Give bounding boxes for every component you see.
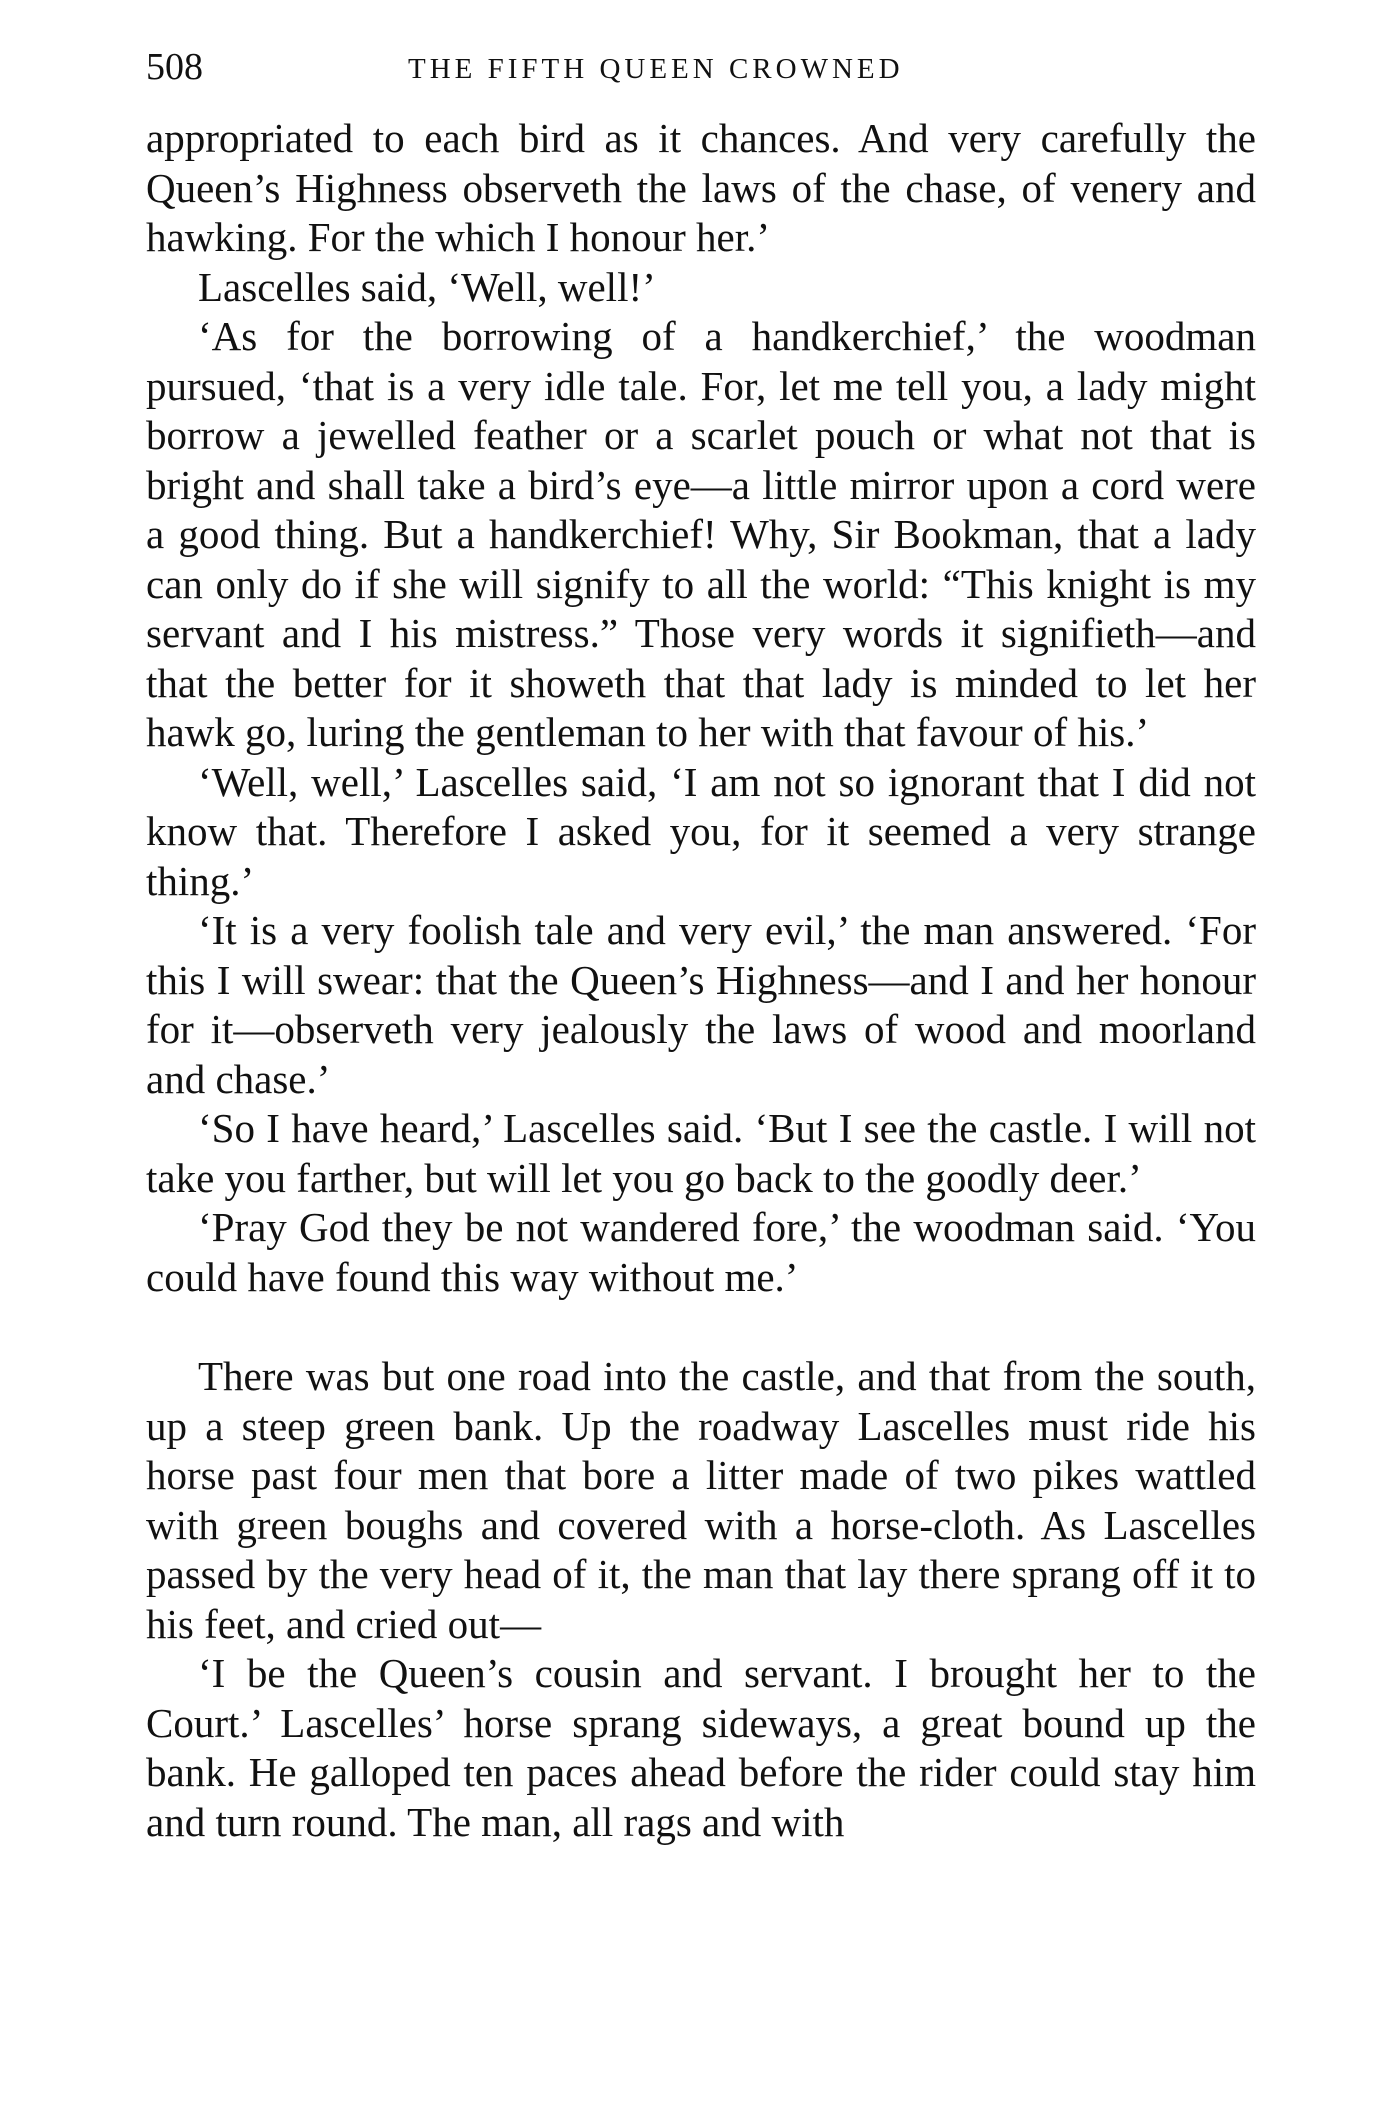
paragraph: Lascelles said, ‘Well, well!’ [198,263,656,310]
paragraph: ‘It is a very foolish tale and very evil,’ the man answered. ‘For this I will swear: that the Queen’s Highness—and I and her honour for it—observeth very jealously the laws of wood and moorland and chase.’ [146,907,1256,1102]
page-header [146,42,1246,92]
paragraph: ‘As for the borrowing of a handkerchief,’ the woodman pursued, ‘that is a very idle tale. For, let me tell you, a lady might borrow a jewelled feather or a scarlet pouch or what not that is bright and shall take a bird’s eye—a little mirror upon a cord were a good thing. But a handkerchief! Why, Sir Bookman, that a lady can only do if she will signify to all the world: “This knight is my servant and I his mistress.” Those very words it signifieth—and that the better for it showeth that that lady is minded to let her hawk go, luring the gentleman to her with that favour of his.’ [146,313,1256,755]
paragraph-continuation: appropriated to each bird as it chances. And very carefully the Queen’s Highness observeth the laws of the chase, of venery and hawking. For the which I honour her.’ [146,115,1256,260]
section-break [146,1302,1256,1352]
paragraph: ‘I be the Queen’s cousin and servant. I brought her to the Court.’ Lascelles’ horse sprang sideways, a great bound up the bank. He galloped ten paces ahead before the rider could stay him and turn round. The man, all rags and with [146,1650,1256,1845]
running-title: THE FIFTH QUEEN CROWNED [408,53,904,85]
page-number: 508 [146,46,203,88]
paragraph: ‘Well, well,’ Lascelles said, ‘I am not so ignorant that I did not know that. Therefore I asked you, for it seemed a very strange thing.’ [146,758,1256,904]
paragraph: ‘Pray God they be not wandered fore,’ the woodman said. ‘You could have found this way without me.’ [146,1204,1256,1300]
body-text [146,114,1256,1847]
paragraph: There was but one road into the castle, and that from the south, up a steep green bank. Up the roadway Lascelles must ride his horse past four men that bore a litter made of two pikes wattled with green boughs and covered with a horse-cloth. As Lascelles passed by the very head of it, the man that lay there sprang off it to his feet, and cried out— [146,1353,1256,1647]
paragraph: ‘So I have heard,’ Lascelles said. ‘But I see the castle. I will not take you farther, but will let you go back to the goodly deer.’ [146,1105,1256,1201]
